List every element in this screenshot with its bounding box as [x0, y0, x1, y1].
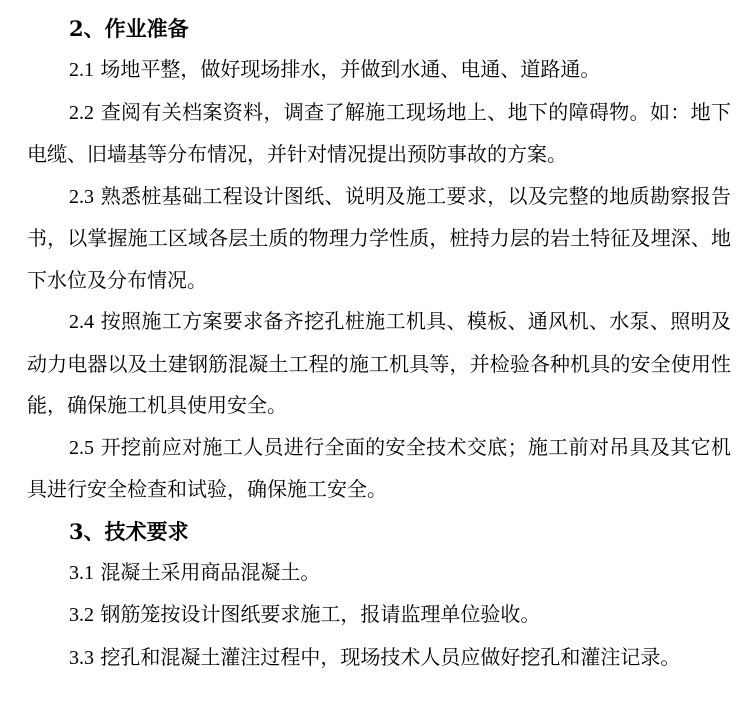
paragraph-3-3	[27, 637, 731, 680]
paragraph-text: 查阅有关档案资料，调查了解施工现场地上、地下的障碍物。如：地下电缆、旧墙基等分布情况，并针对情况提出预防事故的方案。	[27, 99, 731, 166]
paragraph-number: 2.2	[69, 101, 94, 124]
paragraph-3-2	[27, 594, 731, 637]
paragraph-number: 2.3	[69, 185, 94, 208]
paragraph-text: 场地平整，做好现场排水，并做到水通、电通、道路通。	[94, 57, 601, 81]
section-heading-technical-requirements: 3、技术要求	[69, 518, 189, 544]
paragraph-text: 按照施工方案要求备齐挖孔桩施工机具、模板、通风机、水泵、照明及动力电器以及土建钢筋混凝土工程的施工机具等，并检验各种机具的安全使用性能，确保施工机具使用安全。	[27, 309, 731, 417]
paragraph-2-1	[27, 49, 731, 92]
paragraph-text: 熟悉桩基础工程设计图纸、说明及施工要求，以及完整的地质勘察报告书，以掌握施工区域各层土质的物理力学性质，桩持力层的岩土特征及埋深、地下水位及分布情况。	[27, 183, 731, 292]
paragraph-text: 混凝土采用商品混凝土。	[94, 559, 321, 584]
paragraph-text: 钢筋笼按设计图纸要求施工，报请监理单位验收。	[94, 602, 541, 626]
paragraph-2-3	[27, 176, 731, 302]
paragraph-number: 2.1	[69, 59, 94, 81]
paragraph-number: 2.4	[69, 311, 94, 333]
section-heading-work-preparation: 2、作业准备	[69, 16, 189, 41]
paragraph-text: 开挖前应对施工人员进行全面的安全技术交底；施工前对吊具及其它机具进行安全检查和试验，确保施工安全。	[27, 434, 731, 501]
paragraph-number: 3.1	[69, 561, 94, 584]
paragraph-number: 3.3	[69, 646, 94, 669]
paragraph-2-2	[27, 92, 731, 176]
paragraph-2-5	[27, 427, 731, 511]
paragraph-text: 挖孔和混凝土灌注过程中，现场技术人员应做好挖孔和灌注记录。	[94, 644, 681, 669]
paragraph-2-4	[27, 301, 731, 427]
paragraph-number: 2.5	[69, 436, 94, 459]
paragraph-3-1	[27, 552, 731, 595]
paragraph-number: 3.2	[69, 604, 94, 626]
document-page	[27, 8, 731, 679]
